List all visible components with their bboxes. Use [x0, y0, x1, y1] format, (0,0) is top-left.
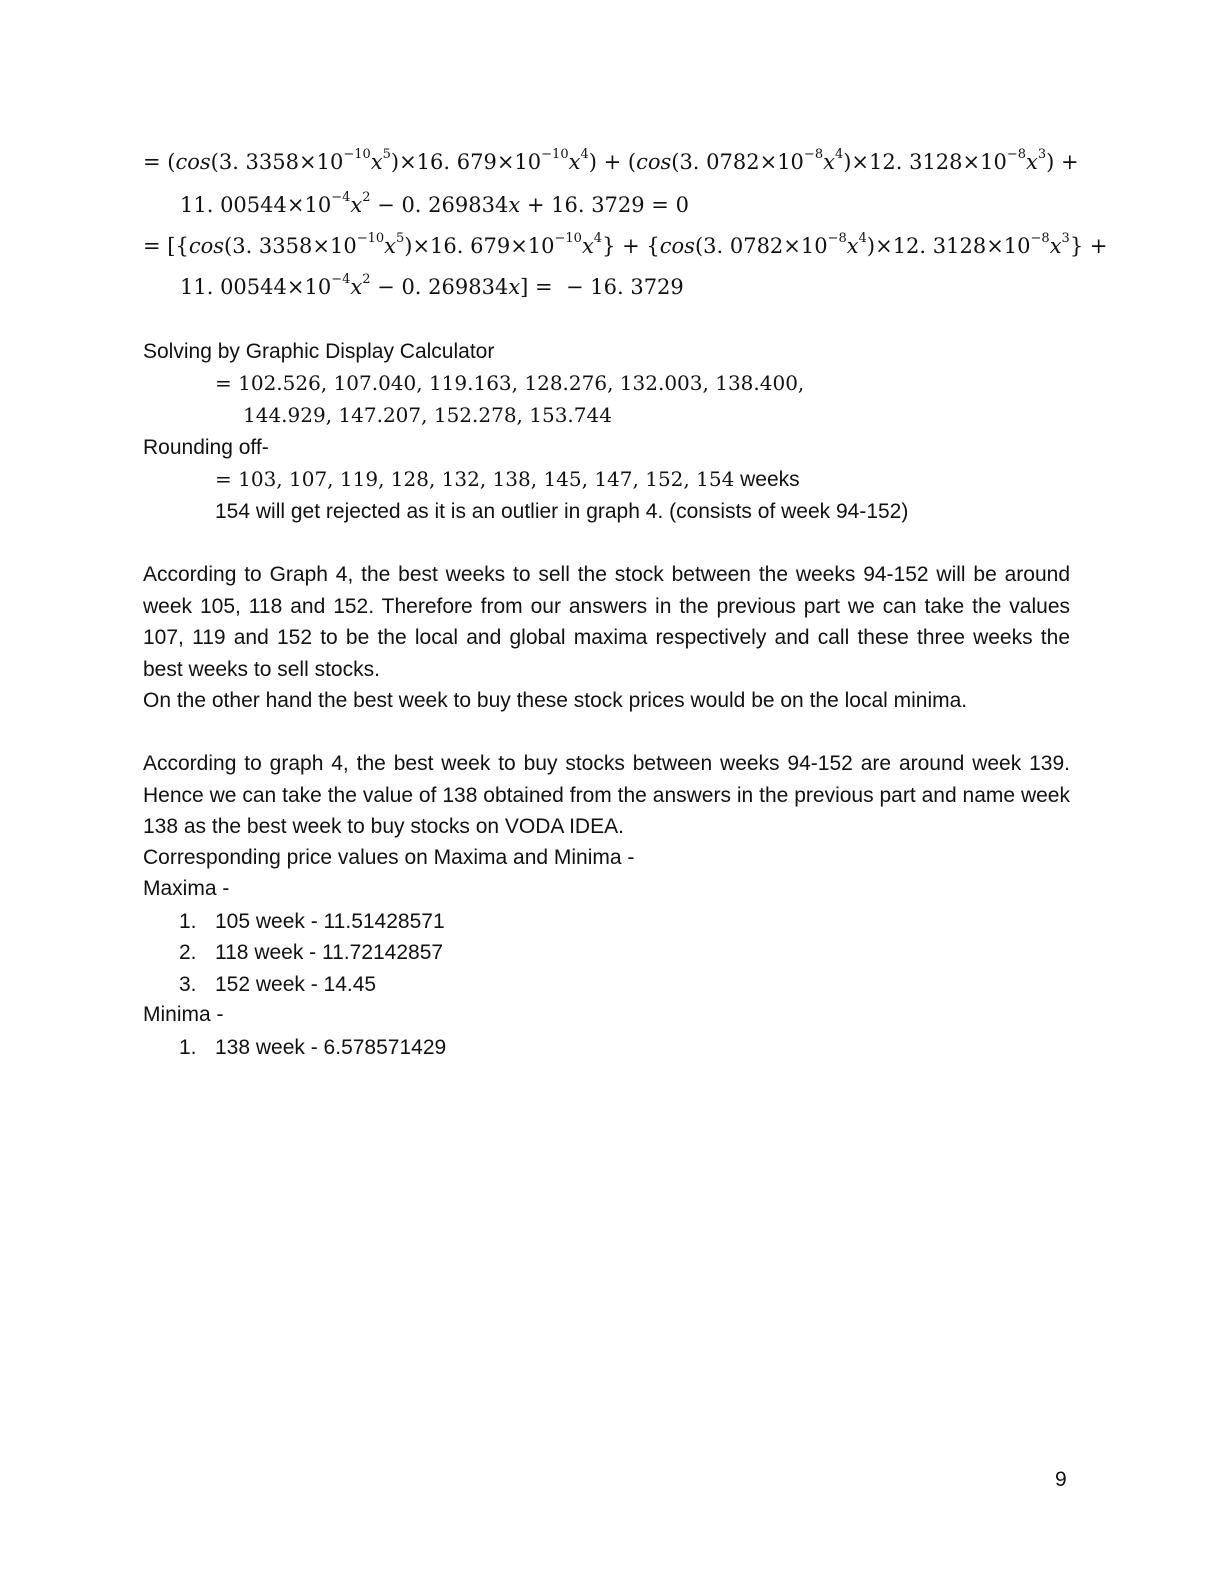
paragraph-price-values-intro: Corresponding price values on Maxima and Minima - — [143, 846, 635, 869]
paragraph-best-week-to-buy: According to graph 4, the best week to buy stocks between weeks 94-152 are around week 139. Hence we can take the value of 138 obtained from the answers in the previous part and name week 138 as the best week to buy stocks on VODA IDEA. — [143, 752, 1070, 838]
outlier-note: 154 will get rejected as it is an outlier in graph 4. (consists of week 94-152) — [215, 500, 909, 523]
list-item-number: 2. — [179, 941, 197, 964]
list-item-text: 138 week - 6.578571429 — [215, 1036, 447, 1059]
equation-line-4: 11. $00544\times 10^{-4}x^2 - 0$. 269834x] = − 16. 3729 — [180, 272, 684, 299]
equation-line-2: 11. $00544\times 10^{-4}x^2 - 0$. 269834x + 16. 3729 = 0 — [180, 190, 689, 217]
minima-heading: Minima - — [143, 1003, 224, 1026]
rounded-values-line — [215, 464, 800, 496]
maxima-heading: Maxima - — [143, 877, 230, 900]
list-item-text: 152 week - 14.45 — [215, 973, 377, 996]
list-item-number: 3. — [179, 973, 197, 996]
rounding-heading: Rounding off- — [143, 436, 269, 459]
page-number: 9 — [1055, 1468, 1067, 1491]
solution-values-line-1: = 102.526, 107.040, 119.163, 128.276, 132.003, 138.400, — [215, 371, 805, 395]
list-item-number: 1. — [179, 910, 197, 933]
rounded-values: = 103, 107, 119, 128, 132, 138, 145, 147, 152, 154 — [215, 467, 735, 491]
list-item-text: 105 week - 11.51428571 — [215, 910, 445, 933]
equation-line-1: = (cos(3. $3358\times 10^{-10}x^5)\times 16$. $679\times 10^{-10}x^4) + (\cos(3$. $0782\times 10^{-8}x^4)\times 12$. $3128\times 10^{-8}x^3$) + — [143, 147, 1079, 174]
equation-line-3: = [{cos(3. $3358\times 10^{-10}x^5)\times 16$. $679\times 10^{-10}x^4\} + \{\cos(3$. $0782\times 10^{-8}x^4)\times 12$. $3128\times 10^{-8}x^3$} + — [143, 231, 1108, 258]
list-item-text: 118 week - 11.72142857 — [215, 941, 444, 964]
paragraph-best-weeks-to-sell: According to Graph 4, the best weeks to sell the stock between the weeks 94-152 will be around week 105, 118 and 152. Therefore from our answers in the previous part we can take the values 107, 119 and 152 to be the local and global maxima respectively and call these three weeks the best weeks to sell stocks. — [143, 563, 1070, 681]
rounded-unit: weeks — [734, 468, 800, 491]
solution-values-line-2: 144.929, 147.207, 152.278, 153.744 — [243, 403, 612, 427]
solving-heading: Solving by Graphic Display Calculator — [143, 340, 495, 363]
list-item-number: 1. — [179, 1036, 197, 1059]
paragraph-local-minima: On the other hand the best week to buy these stock prices would be on the local minima. — [143, 689, 968, 712]
